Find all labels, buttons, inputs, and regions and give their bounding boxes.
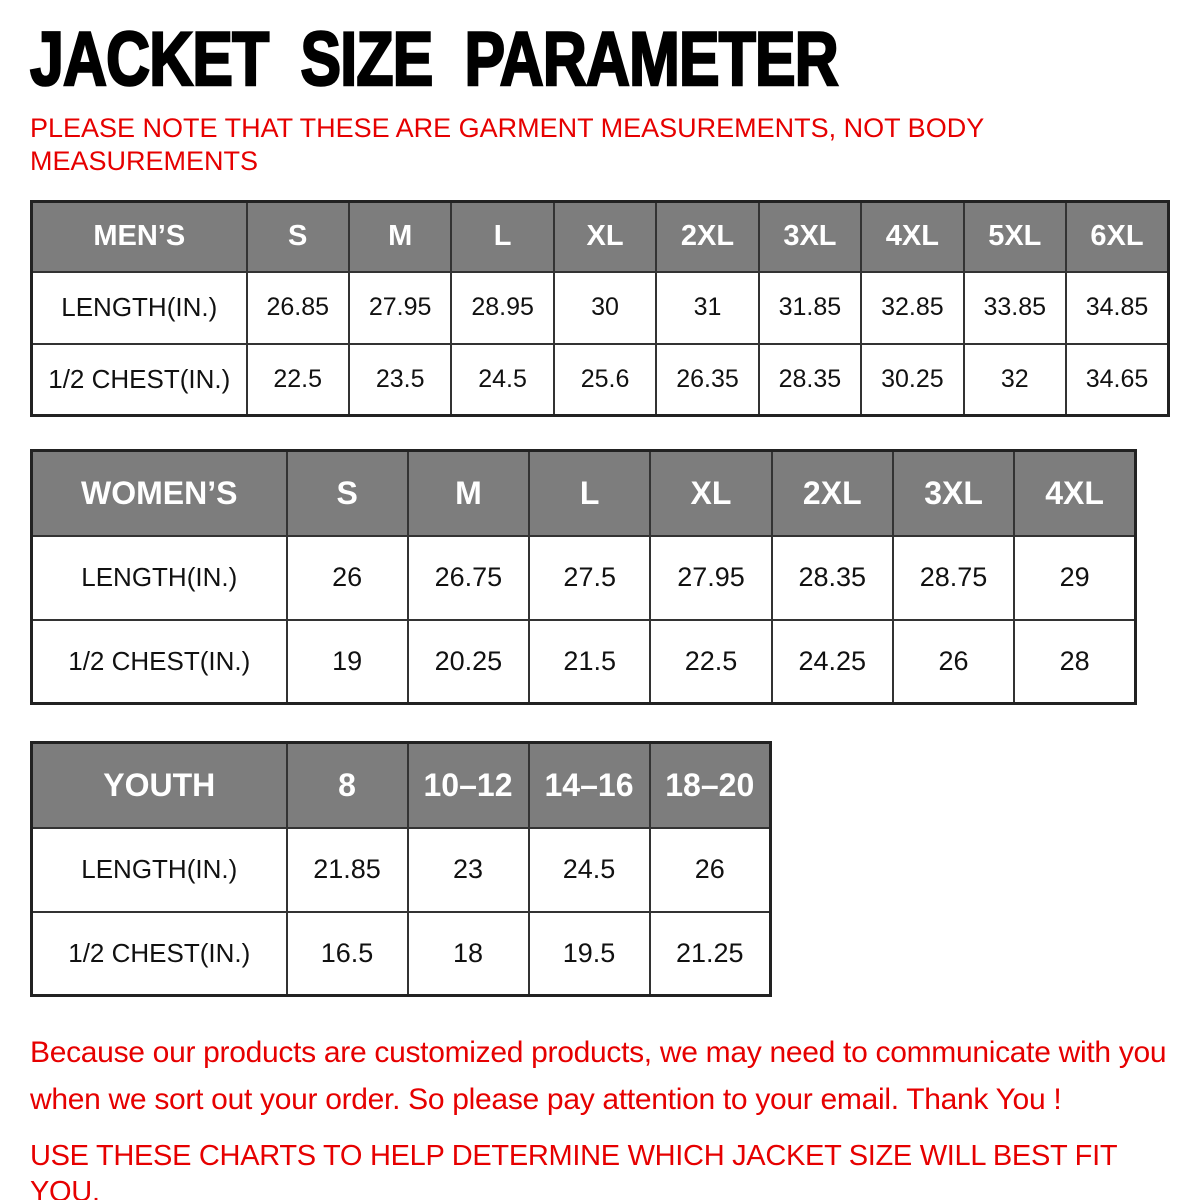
measurement-value-cell: 20.25 <box>408 620 529 704</box>
measurement-value-cell: 24.5 <box>451 344 553 416</box>
measurement-value-cell: 31.85 <box>759 272 861 344</box>
measurement-value-cell: 27.95 <box>349 272 451 344</box>
measurement-value-cell: 19.5 <box>529 912 650 996</box>
size-header-cell: 10–12 <box>408 743 529 828</box>
measurement-value-cell: 16.5 <box>287 912 408 996</box>
measurement-value-cell: 26 <box>893 620 1014 704</box>
measure-label-cell: 1/2 CHEST(IN.) <box>32 912 287 996</box>
measurement-value-cell: 21.85 <box>287 828 408 912</box>
size-header-cell: 5XL <box>964 202 1066 272</box>
measurement-value-cell: 26.35 <box>656 344 758 416</box>
size-header-row <box>32 451 1136 536</box>
measure-label-cell: 1/2 CHEST(IN.) <box>32 344 247 416</box>
measurement-value-cell: 32 <box>964 344 1066 416</box>
mens-size-table <box>30 200 1170 417</box>
size-header-cell: 18–20 <box>650 743 771 828</box>
size-header-cell: S <box>287 451 408 536</box>
measure-label-cell: LENGTH(IN.) <box>32 272 247 344</box>
measurement-value-cell: 34.65 <box>1066 344 1169 416</box>
size-header-cell: 14–16 <box>529 743 650 828</box>
customization-notice <box>30 1029 1172 1123</box>
size-header-cell: S <box>247 202 349 272</box>
womens-size-table <box>30 449 1137 705</box>
measurement-row <box>32 536 1136 620</box>
measurement-value-cell: 24.25 <box>772 620 893 704</box>
size-header-row <box>32 202 1169 272</box>
table-group-title-cell: WOMEN’S <box>32 451 287 536</box>
size-header-cell: M <box>408 451 529 536</box>
size-chart-page <box>0 17 1200 1200</box>
measurement-value-cell: 22.5 <box>247 344 349 416</box>
measurement-value-cell: 31 <box>656 272 758 344</box>
size-header-cell: 2XL <box>656 202 758 272</box>
measurement-value-cell: 28 <box>1014 620 1135 704</box>
measurement-value-cell: 26.75 <box>408 536 529 620</box>
measurement-value-cell: 28.35 <box>759 344 861 416</box>
size-header-cell: 2XL <box>772 451 893 536</box>
measurement-value-cell: 28.75 <box>893 536 1014 620</box>
measurement-value-cell: 23.5 <box>349 344 451 416</box>
measurement-value-cell: 28.95 <box>451 272 553 344</box>
measurement-value-cell: 26 <box>287 536 408 620</box>
measurement-value-cell: 24.5 <box>529 828 650 912</box>
size-header-cell: 8 <box>287 743 408 828</box>
measurement-row <box>32 912 771 996</box>
measurement-value-cell: 21.25 <box>650 912 771 996</box>
notice-line-1: Because our products are customized products, we may need to communicate with you <box>30 1036 1167 1069</box>
measure-label-cell: 1/2 CHEST(IN.) <box>32 620 287 704</box>
size-header-cell: 4XL <box>1014 451 1135 536</box>
size-header-cell: 6XL <box>1066 202 1169 272</box>
measurement-value-cell: 27.95 <box>650 536 771 620</box>
garment-measurement-note <box>30 112 1172 178</box>
page-title: JACKET SIZE PARAMETER <box>30 17 838 102</box>
measurement-value-cell: 27.5 <box>529 536 650 620</box>
measurement-row <box>32 272 1169 344</box>
measurement-value-cell: 32.85 <box>861 272 963 344</box>
measure-label-cell: LENGTH(IN.) <box>32 536 287 620</box>
youth-size-table <box>30 741 772 997</box>
table-group-title-cell: MEN’S <box>32 202 247 272</box>
size-header-cell: 4XL <box>861 202 963 272</box>
size-header-cell: L <box>451 202 553 272</box>
table-group-title-cell: YOUTH <box>32 743 287 828</box>
measurement-value-cell: 23 <box>408 828 529 912</box>
measurement-value-cell: 19 <box>287 620 408 704</box>
measurement-value-cell: 28.35 <box>772 536 893 620</box>
size-header-cell: M <box>349 202 451 272</box>
measurement-row <box>32 344 1169 416</box>
measurement-value-cell: 26 <box>650 828 771 912</box>
measurement-value-cell: 34.85 <box>1066 272 1169 344</box>
measurement-row <box>32 620 1136 704</box>
usage-instruction: USE THESE CHARTS TO HELP DETERMINE WHICH JACKET SIZE WILL BEST FIT YOU. <box>30 1140 1117 1200</box>
note-line-1: PLEASE NOTE THAT THESE ARE GARMENT MEASUREMENTS, NOT BODY <box>30 113 985 143</box>
measurement-value-cell: 25.6 <box>554 344 656 416</box>
notice-line-2: when we sort out your order. So please pay attention to your email. Thank You ! <box>30 1083 1062 1116</box>
note-line-2: MEASUREMENTS <box>30 146 259 176</box>
measurement-value-cell: 30.25 <box>861 344 963 416</box>
size-header-row <box>32 743 771 828</box>
measure-label-cell: LENGTH(IN.) <box>32 828 287 912</box>
size-header-cell: 3XL <box>893 451 1014 536</box>
measurement-value-cell: 33.85 <box>964 272 1066 344</box>
measurement-value-cell: 18 <box>408 912 529 996</box>
measurement-value-cell: 30 <box>554 272 656 344</box>
measurement-value-cell: 22.5 <box>650 620 771 704</box>
measurement-value-cell: 21.5 <box>529 620 650 704</box>
size-header-cell: XL <box>554 202 656 272</box>
size-header-cell: L <box>529 451 650 536</box>
size-header-cell: XL <box>650 451 771 536</box>
measurement-value-cell: 26.85 <box>247 272 349 344</box>
size-header-cell: 3XL <box>759 202 861 272</box>
measurement-row <box>32 828 771 912</box>
measurement-value-cell: 29 <box>1014 536 1135 620</box>
